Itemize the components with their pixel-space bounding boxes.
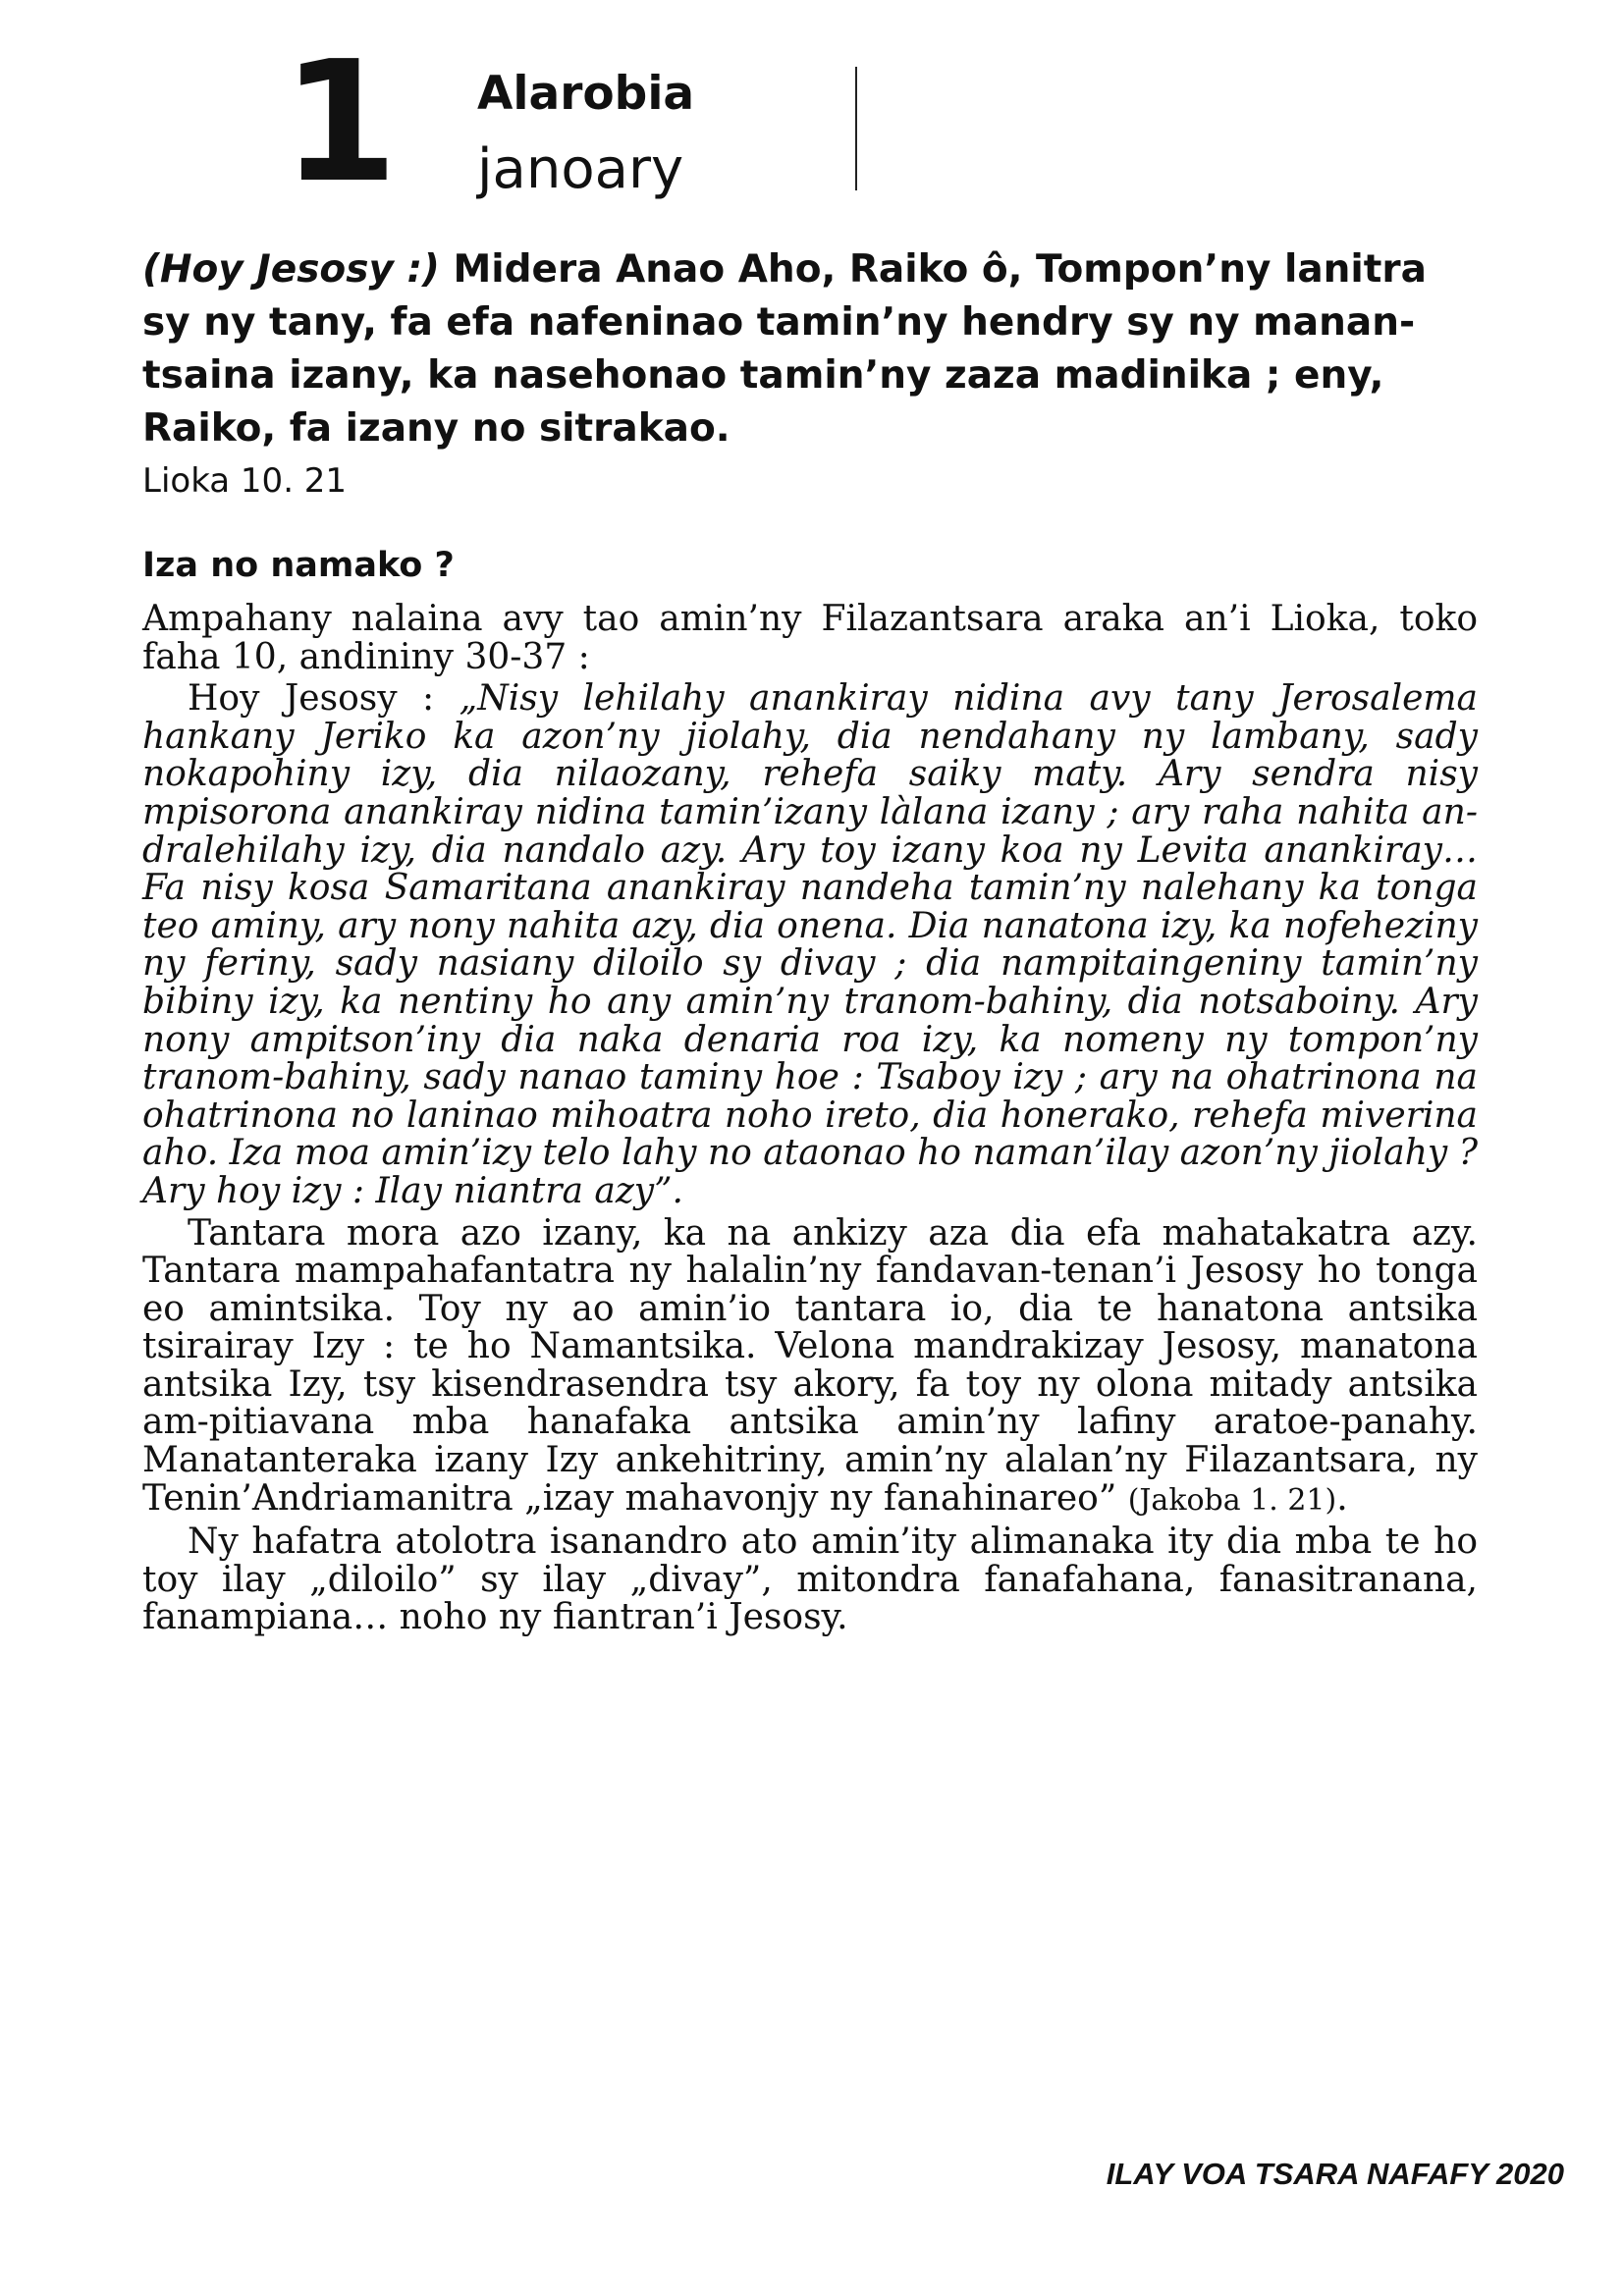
- header-divider: [855, 67, 857, 190]
- reflection-title: Iza no namako ?: [142, 546, 455, 585]
- reflection-body: [142, 601, 1478, 1637]
- paragraph-2-end: .: [1336, 1477, 1348, 1519]
- daily-verse: [142, 243, 1483, 455]
- story-paragraph: [142, 680, 1478, 1210]
- paragraph-2-text: Tantara mora azo izany, ka na ankizy aza dia efa mahatakatra azy. Tantara mampahafantatra ny halalin’ny fandavan-tenan’i Jesosy ho tonga eo amintsika. Toy ny ao amin’io tantara io, dia te hanatona antsika tsirairay Izy : te ho Namantsika. Velona mandrakizay Jesosy, manatona antsika Izy, tsy kisendrasendra tsy akory, fa toy ny olona mitady antsika am-pitiavana mba hanafaka antsika amin’ny lafiny aratoe-panahy. Manatanteraka izany Izy ankehitriny, amin’ny alalan’ny Filazantsara, ny Tenin’Andriamanitra „izay mahavonjy ny fanahinareo”: [142, 1212, 1478, 1519]
- verse-reference: Lioka 10. 21: [142, 461, 348, 501]
- story-quote: „Nisy lehilahy anankiray nidina avy tany Jerosalema hankany Jeriko ka azon’ny jiolahy, dia nendahany ny lambany, sady nokapohiny izy, dia nilaozany, rehefa saiky maty. Ary sendra nisy mpisorona anankiray nidina tamin’izany làlana izany ; ary raha nahita an-dralehilahy izy, dia nandalo azy. Ary toy izany koa ny Levita anankiray… Fa nisy kosa Samaritana anankiray nandeha tamin’ny nalehany ka tonga teo aminy, ary nony nahita azy, dia onena. Dia nanatona izy, ka nofeheziny ny feriny, sady nasiany diloilo sy divay ; dia nampitaingeniny tamin’ny bibiny izy, ka nentiny ho any amin’ny tranom-bahiny, dia notsaboiny. Ary nony ampitson’iny dia naka denaria roa izy, ka nomeny ny tompon’ny tranom-bahiny, sady nanao taminy hoe : Tsaboy izy ; ary na ohatrinona na ohatrinona no laninao mihoatra noho ireto, dia honerako, rehefa miverina aho. Iza moa amin’izy telo lahy no ataonao ho naman’ilay azon’ny jiolahy ? Ary hoy izy : Ilay niantra azy”.: [142, 678, 1478, 1211]
- reflection-paragraph-2: [142, 1212, 1478, 1521]
- footer-publication: ILAY VOA TSARA NAFAFY 2020: [1106, 2157, 1564, 2191]
- weekday-label: Alarobia: [477, 67, 695, 121]
- paragraph-2-reference: (Jakoba 1. 21): [1127, 1482, 1337, 1518]
- verse-speaker: (Hoy Jesosy :): [142, 247, 440, 292]
- verse-text: Midera Anao Aho, Raiko ô, Tompon’ny lanitra sy ny tany, fa efa nafeninao tamin’ny hendry sy ny manan-tsaina izany, ka nasehonao tamin’ny zaza madinika ; eny, Raiko, fa izany no sitrakao.: [142, 247, 1427, 451]
- date-number: 1: [282, 26, 395, 220]
- story-lead: Hoy Jesosy :: [188, 678, 435, 720]
- month-label: janoary: [477, 137, 684, 201]
- reflection-paragraph-3: Ny hafatra atolotra isanandro ato amin’ity alimanaka ity dia mba te ho toy ilay „diloilo” sy ilay „divay”, mitondra fanafahana, fanasitranana, fanampiana… noho ny fiantran’i Jesosy.: [142, 1522, 1478, 1638]
- intro-paragraph: Ampahany nalaina avy tao amin’ny Filazantsara araka an’i Lioka, toko faha 10, andininy 30-37 :: [142, 599, 1478, 677]
